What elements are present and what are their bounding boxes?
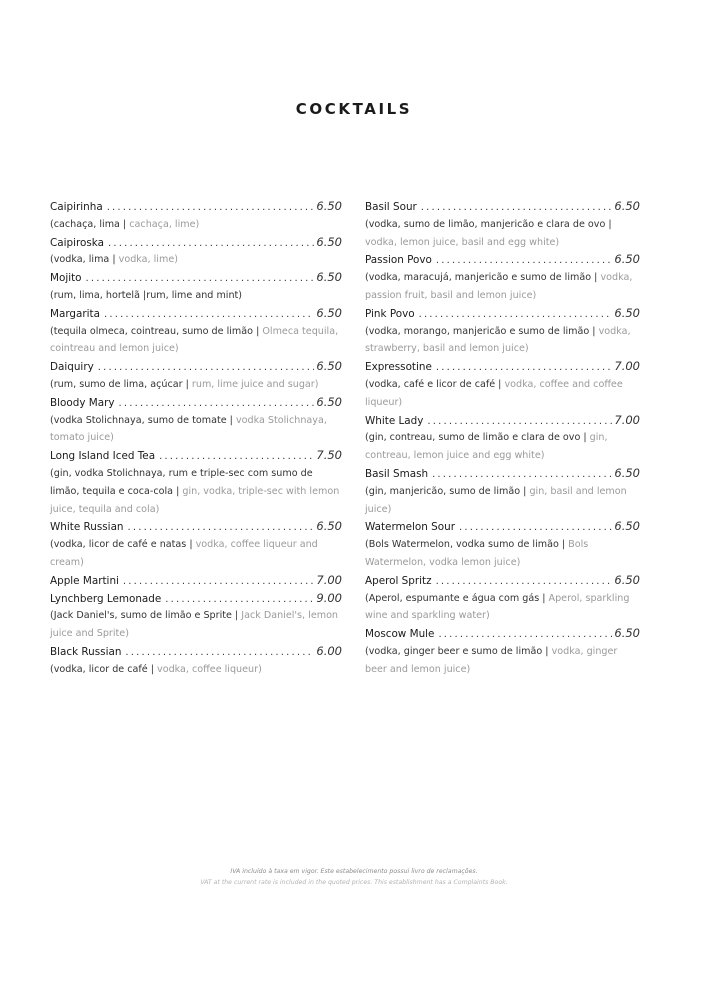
menu-item-description (50, 323, 342, 359)
menu-item-row (50, 234, 342, 252)
menu-item-row (50, 269, 342, 287)
menu-item-name: Black Russian (50, 645, 122, 658)
dot-leader (104, 306, 314, 324)
menu-item-name: White Lady (365, 414, 424, 427)
dot-leader (119, 395, 315, 413)
page-title: COCKTAILS (295, 100, 413, 118)
menu-item-row (365, 251, 640, 269)
menu-item-description (50, 536, 342, 572)
menu-item-price: 6.50 (316, 519, 342, 534)
dot-leader (427, 413, 612, 431)
description-en: Olmeca tequila, cointreau and lemon juice) (50, 325, 339, 355)
menu-item-row (365, 305, 640, 323)
description-pt: (vodka, ginger beer e sumo de limão | (365, 645, 552, 657)
description-pt: (tequila olmeca, cointreau, sumo de limão | (50, 325, 263, 337)
menu-item-name: Lynchberg Lemonade (50, 592, 162, 605)
menu-item-name: Basil Smash (365, 467, 429, 480)
menu-item-row (50, 590, 342, 608)
description-en: gin, vodka, triple-sec with lemon juice, tequila and cola) (50, 485, 340, 515)
menu-item (365, 572, 640, 625)
menu-item (50, 234, 342, 270)
description-en: rum, lime juice and sugar) (191, 378, 319, 390)
menu-item-price: 6.50 (614, 252, 640, 267)
description-pt: (Jack Daniel's, sumo de limão e Sprite | (50, 610, 242, 622)
menu-item-row (50, 198, 342, 216)
menu-item-name: Caipiroska (50, 236, 105, 249)
menu-item-price: 6.50 (316, 359, 342, 374)
description-pt: (gin, vodka Stolichnaya, rum e triple-sec com sumo de limão, tequila e coca-cola | (50, 467, 313, 497)
menu-item-row (365, 358, 640, 376)
menu-item-name: Apple Martini (50, 574, 119, 587)
menu-item-row (50, 518, 342, 536)
menu-item-row (365, 465, 640, 483)
footer-vat-note-en: VAT at the current rate is included in the quoted prices. This establishment has a Complaints Book. (200, 879, 508, 886)
menu-item-row (365, 412, 640, 430)
menu-item-row (365, 572, 640, 590)
dot-leader (128, 519, 315, 537)
menu-item-price: 6.50 (316, 394, 342, 409)
menu-item-price: 7.00 (614, 359, 640, 374)
menu-item-row (50, 358, 342, 376)
description-pt: (vodka, lima | (50, 254, 119, 266)
description-pt: (vodka, licor de café | (50, 663, 158, 675)
menu-item (50, 305, 342, 358)
description-pt: (rum, sumo de lima, açúcar | (50, 378, 192, 390)
dot-leader (438, 626, 612, 644)
menu-item (50, 198, 342, 234)
menu-item-price: 6.50 (614, 465, 640, 480)
menu-item-row (365, 198, 640, 216)
description-pt: (vodka, café e licor de café | (365, 378, 505, 390)
dot-leader (421, 199, 613, 217)
description-en: Jack Daniel's, lemon juice and Sprite) (50, 610, 339, 640)
dot-leader (123, 573, 314, 591)
menu-item-row (50, 572, 342, 590)
menu-item-price: 6.50 (614, 305, 640, 320)
menu-item-price: 6.50 (316, 234, 342, 249)
menu-item-name: Long Island Iced Tea (50, 450, 156, 463)
description-pt: (rum, lima, hortelã |rum, lime and mint) (50, 289, 243, 301)
menu-item-name: Pink Povo (365, 307, 415, 320)
menu-item-price: 6.50 (316, 270, 342, 285)
menu-item-name: White Russian (50, 521, 124, 534)
menu-item (50, 394, 342, 447)
description-en: vodka, strawberry, basil and lemon juice) (365, 325, 631, 355)
description-pt: (cachaça, lima | (50, 218, 130, 230)
description-en: gin, basil and lemon juice) (365, 485, 627, 515)
menu-item (365, 251, 640, 304)
dot-leader (436, 573, 613, 591)
menu-item-price: 6.50 (614, 626, 640, 641)
menu-item (50, 590, 342, 643)
menu-item-row (50, 394, 342, 412)
menu-item-price: 6.50 (316, 305, 342, 320)
description-en: vodka, lime) (118, 254, 178, 266)
dot-leader (159, 448, 314, 466)
menu-item (365, 465, 640, 518)
menu-item-name: Expressotine (365, 361, 432, 374)
description-en: Aperol, sparkling wine and sparkling water) (365, 592, 630, 622)
menu-item-name: Mojito (50, 272, 82, 285)
menu-item-description (50, 607, 342, 643)
dot-leader (419, 306, 613, 324)
menu-item-price: 9.00 (316, 590, 342, 605)
cocktail-list-left (50, 198, 342, 679)
menu-item-row (50, 305, 342, 323)
menu-item-name: Watermelon Sour (365, 521, 455, 534)
menu-item-name: Margarita (50, 307, 100, 320)
menu-item-name: Basil Sour (365, 201, 417, 213)
dot-leader (459, 519, 612, 537)
menu-item-price: 7.50 (316, 448, 342, 463)
description-pt: (Bols Watermelon, vodka sumo de limão | (365, 539, 569, 551)
description-pt: (vodka, licor de café e natas | (50, 539, 196, 551)
menu-item-description (365, 536, 640, 572)
menu-item-description (50, 251, 342, 269)
menu-item-description (365, 376, 640, 412)
dot-leader (125, 644, 314, 662)
description-en: cachaça, lime) (129, 218, 200, 230)
menu-item-name: Daiquiry (50, 361, 94, 374)
dot-leader (98, 359, 315, 377)
description-en: vodka Stolichnaya, tomato juice) (50, 414, 327, 444)
menu-item-description (365, 643, 640, 679)
menu-item-description (50, 412, 342, 448)
description-en: vodka, coffee liqueur and cream) (50, 539, 318, 568)
description-pt: (gin, manjericão, sumo de limão | (365, 485, 530, 497)
dot-leader (108, 235, 314, 253)
menu-item-name: Bloody Mary (50, 396, 115, 409)
menu-item-price: 6.50 (614, 572, 640, 587)
menu-item (50, 518, 342, 571)
description-pt: (vodka, maracujá, manjericão e sumo de limão | (365, 272, 601, 284)
description-en: gin, contreau, lemon juice and egg white) (365, 432, 608, 462)
description-en: vodka, coffee liqueur) (157, 663, 262, 675)
menu-item-description (50, 376, 342, 394)
dot-leader (436, 252, 613, 270)
description-en: vodka, lemon juice, basil and egg white) (365, 236, 560, 248)
menu-item-name: Caipirinha (50, 201, 103, 213)
menu-item-row (365, 625, 640, 643)
menu-item (365, 625, 640, 678)
menu-item-description (50, 465, 342, 518)
menu-item-name: Aperol Spritz (365, 574, 432, 587)
menu-item-price: 7.00 (316, 572, 342, 587)
menu-item-description (365, 483, 640, 519)
menu-item-price: 6.50 (614, 519, 640, 534)
dot-leader (436, 359, 613, 377)
menu-item-row (50, 447, 342, 465)
menu-item (50, 643, 342, 679)
menu-item-name: Moscow Mule (365, 628, 435, 641)
menu-item-description (365, 216, 640, 252)
description-pt: (vodka, sumo de limão, manjericão e clara de ovo | (365, 218, 612, 230)
description-pt: (vodka Stolichnaya, sumo de tomate | (50, 414, 236, 426)
menu-item (365, 518, 640, 571)
menu-item-description (365, 590, 640, 626)
cocktail-list-right (365, 198, 640, 679)
menu-item-name: Passion Povo (365, 254, 432, 267)
dot-leader (107, 199, 315, 217)
menu-item-description (50, 661, 342, 679)
description-pt: (gin, contreau, sumo de limão e clara de ovo | (365, 432, 590, 444)
menu-item (50, 447, 342, 518)
footer-vat-note-pt: IVA incluído à taxa em vigor. Este estabelecimento possui livro de reclamações. (230, 868, 478, 875)
menu-item (365, 198, 640, 251)
menu-item-description (365, 323, 640, 359)
menu-item-price: 6.00 (316, 643, 342, 658)
menu-item-price: 6.50 (614, 199, 640, 213)
menu-item (50, 269, 342, 305)
menu-item-price: 7.00 (614, 412, 640, 427)
menu-item (365, 358, 640, 411)
description-en: vodka, passion fruit, basil and lemon juice) (365, 272, 633, 301)
description-en: Bols Watermelon, vodka lemon juice) (365, 539, 589, 568)
footer-note (0, 866, 708, 888)
description-pt: (vodka, morango, manjericão e sumo de limão | (365, 325, 599, 337)
menu-item-price: 6.50 (316, 199, 342, 213)
menu-item (50, 358, 342, 394)
description-pt: (Aperol, espumante e água com gás | (365, 592, 549, 604)
dot-leader (86, 270, 315, 288)
menu-item-description (365, 429, 640, 465)
menu-item-description (50, 287, 342, 305)
menu-item (50, 572, 342, 590)
dot-leader (165, 591, 314, 609)
menu-item-row (365, 518, 640, 536)
menu-item-row (50, 643, 342, 661)
menu-item-description (365, 269, 640, 305)
menu-item-description (50, 216, 342, 234)
description-en: vodka, ginger beer and lemon juice) (365, 645, 618, 675)
menu-item (365, 305, 640, 358)
dot-leader (432, 466, 612, 484)
menu-item (365, 412, 640, 465)
description-en: vodka, coffee and coffee liqueur) (365, 378, 623, 408)
